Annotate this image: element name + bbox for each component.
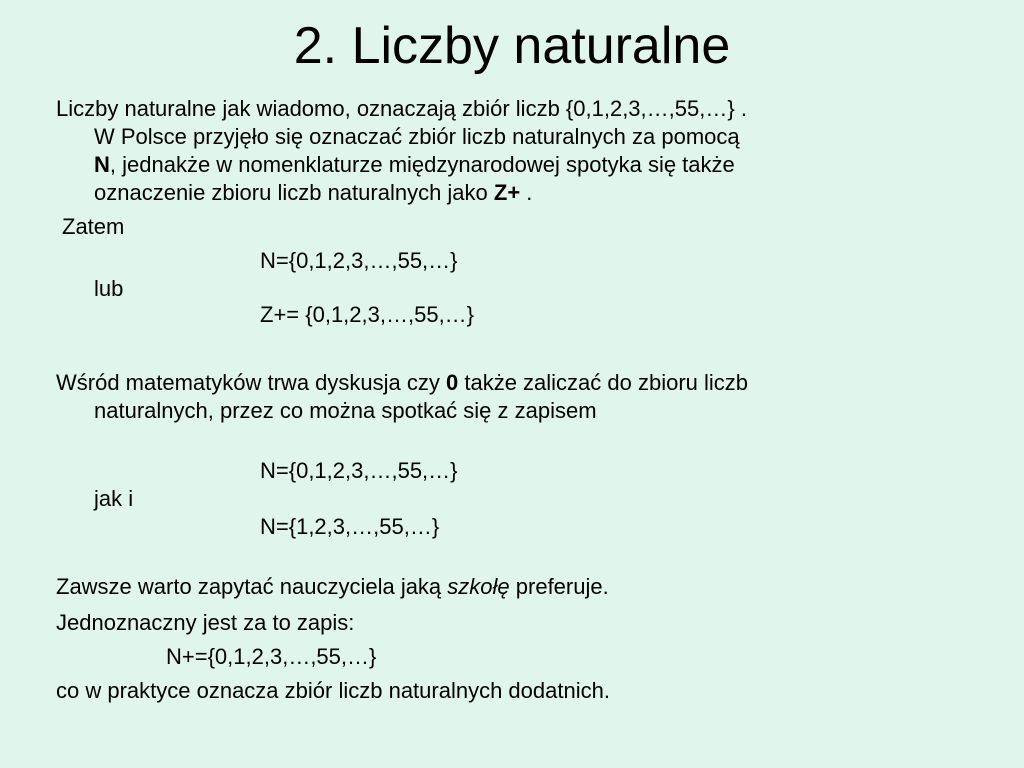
set-n-2: N={0,1,2,3,…,55,…} xyxy=(260,458,458,483)
paragraph-3-end: preferuje. xyxy=(509,574,609,599)
set-n-3: N={1,2,3,…,55,…} xyxy=(260,514,440,539)
jak-i-label: jak i xyxy=(94,486,134,511)
paragraph-2-line-1 xyxy=(56,368,748,398)
symbol-n: N xyxy=(94,152,110,177)
paragraph-3-text: Zawsze warto zapytać nauczyciela jaką xyxy=(56,574,448,599)
paragraph-2-line-1-text: Wśród matematyków trwa dyskusja czy xyxy=(56,370,446,395)
paragraph-5: co w praktyce oznacza zbiór liczb naturalnych dodatnich. xyxy=(56,678,610,703)
symbol-zplus: Z+ xyxy=(493,180,521,205)
set-n-1: N={0,1,2,3,…,55,…} xyxy=(260,248,458,273)
paragraph-1-line-4 xyxy=(94,178,532,208)
paragraph-4: Jednoznaczny jest za to zapis: xyxy=(56,610,355,635)
paragraph-1-line-4-text: oznaczenie zbioru liczb naturalnych jako xyxy=(94,180,494,205)
zatem-label: Zatem xyxy=(62,214,125,239)
paragraph-1-line-4-end: . xyxy=(520,180,533,205)
word-szkole: szkołę xyxy=(447,574,510,599)
paragraph-1-line-1: Liczby naturalne jak wiadomo, oznaczają zbiór liczb {0,1,2,3,…,55,…} . xyxy=(56,96,747,121)
paragraph-1-line-3-text: , jednakże w nomenklaturze międzynarodowej spotyka się także xyxy=(109,152,735,177)
lub-label: lub xyxy=(94,276,124,301)
slide-title: 2. Liczby naturalne xyxy=(293,17,731,75)
paragraph-1-line-2: W Polsce przyjęło się oznaczać zbiór liczb naturalnych za pomocą xyxy=(94,124,740,149)
set-nplus: N+={0,1,2,3,…,55,…} xyxy=(166,644,377,669)
paragraph-2-line-1-rest: także zaliczać do zbioru liczb xyxy=(458,370,749,395)
set-zplus: Z+= {0,1,2,3,…,55,…} xyxy=(260,302,475,327)
symbol-zero: 0 xyxy=(445,370,459,395)
paragraph-1-line-3 xyxy=(94,150,735,180)
paragraph-2-line-2: naturalnych, przez co można spotkać się z zapisem xyxy=(94,398,597,423)
paragraph-3 xyxy=(56,572,609,602)
